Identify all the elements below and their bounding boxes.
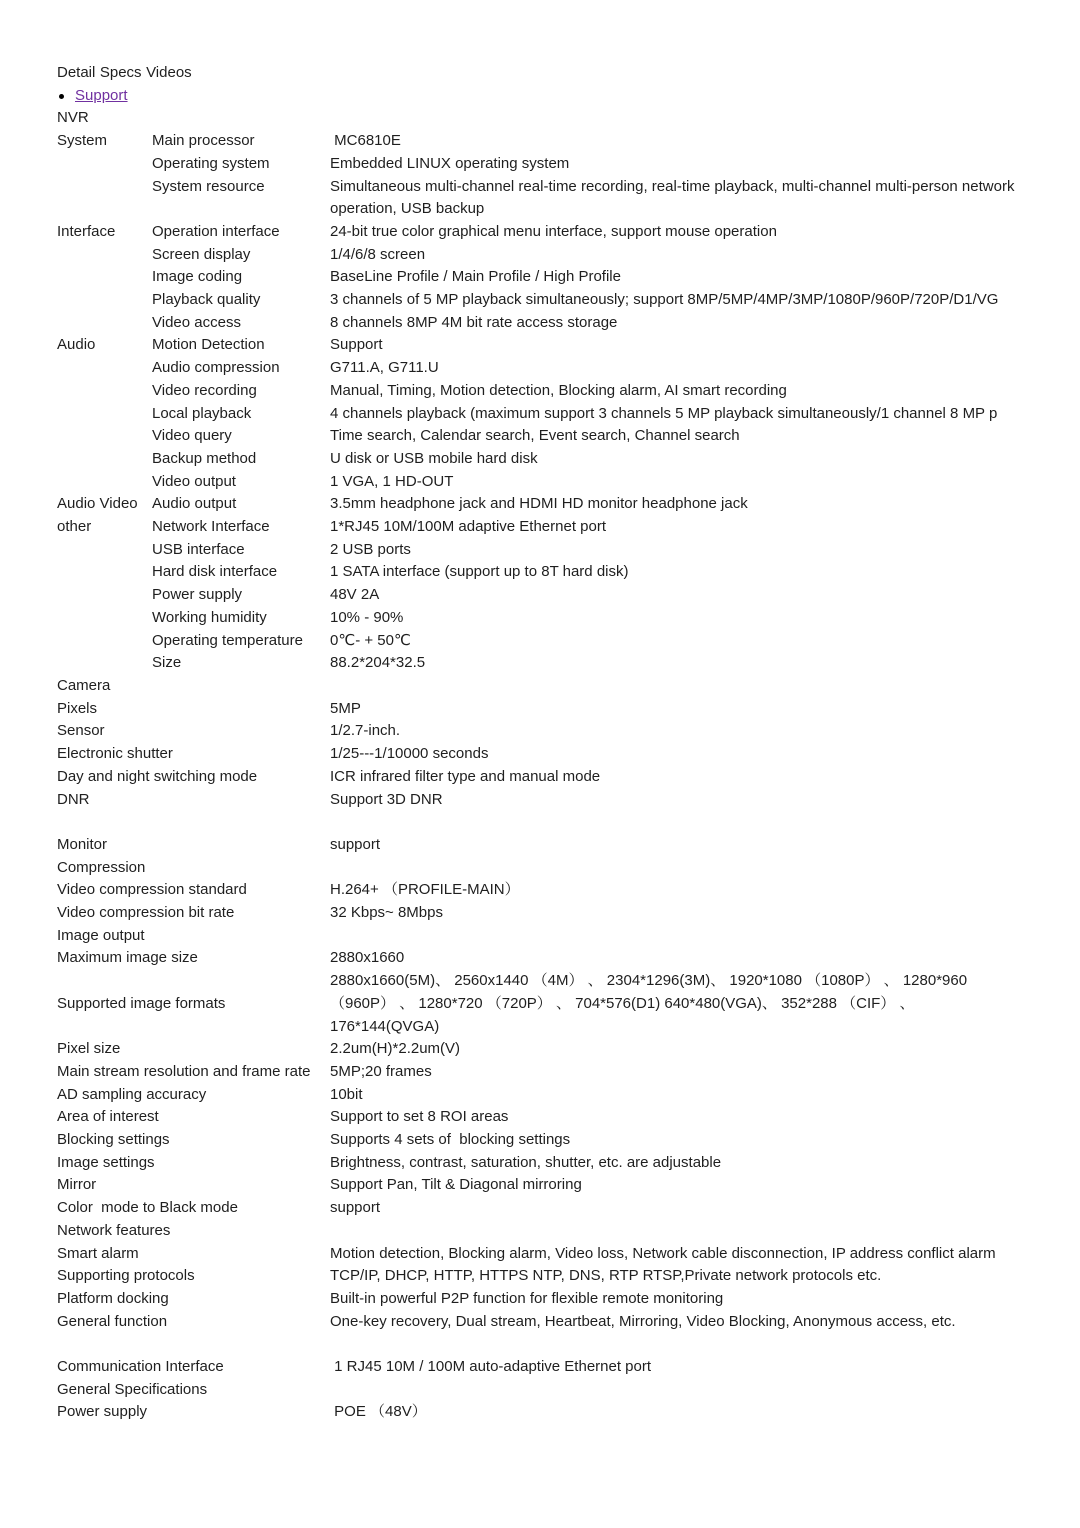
- spec-value: 1/25---1/10000 seconds: [330, 745, 489, 763]
- spec-label: Mirror: [57, 1176, 97, 1194]
- spec-label: Video compression standard: [57, 881, 247, 899]
- spec-value: One-key recovery, Dual stream, Heartbeat, Mirroring, Video Blocking, Anonymous access, etc.: [330, 1312, 956, 1330]
- spec-row: [57, 834, 1023, 857]
- spec-label: Pixels: [57, 699, 98, 717]
- table-row: [57, 493, 1067, 516]
- value-cell: 4 channels playback (maximum support 3 channels 5 MP playback simultaneously/1 channel 8 MP p: [330, 404, 998, 422]
- value-cell: 8 channels 8MP 4M bit rate access storage: [330, 313, 618, 331]
- spec-row: [57, 1220, 1023, 1243]
- spec-row: [57, 1174, 1023, 1197]
- spec-row: [57, 1265, 1023, 1288]
- spec-value: 32 Kbps~ 8Mbps: [330, 904, 443, 921]
- attr-cell: Video recording: [152, 381, 257, 399]
- value-cell: 3.5mm headphone jack and HDMI HD monitor headphone jack: [330, 495, 748, 513]
- spec-row: [57, 789, 1023, 812]
- spec-row: [57, 1311, 1023, 1334]
- value-cell: 1/4/6/8 screen: [330, 245, 426, 263]
- spec-value: ICR infrared filter type and manual mode: [330, 767, 601, 785]
- spec-value: TCP/IP, DHCP, HTTP, HTTPS NTP, DNS, RTP RTSP,Private network protocols etc.: [330, 1267, 882, 1285]
- detail-specs-videos-tabs: [57, 62, 1023, 85]
- spec-row: [57, 1038, 1023, 1061]
- spacer: [57, 811, 1023, 834]
- attr-cell: Playback quality: [152, 291, 261, 309]
- value-cell: 2 USB ports: [330, 540, 411, 558]
- attr-cell: Video output: [152, 472, 236, 490]
- table-row: [57, 221, 1067, 244]
- spec-label: Area of interest: [57, 1108, 159, 1126]
- value-cell: 1 SATA interface (support up to 8T hard disk): [330, 563, 629, 581]
- table-row: [57, 244, 1067, 267]
- table-row: [57, 561, 1067, 584]
- value-cell: Time search, Calendar search, Event search, Channel search: [330, 427, 740, 445]
- value-cell: 24-bit true color graphical menu interface, support mouse operation: [330, 222, 777, 240]
- spec-label: General Specifications: [57, 1380, 208, 1398]
- table-row: [57, 425, 1067, 448]
- spec-value: support: [330, 1199, 381, 1217]
- attr-cell: Backup method: [152, 449, 257, 467]
- table-row: [57, 584, 1067, 607]
- spec-label: Maximum image size: [57, 949, 198, 967]
- spec-value: 1/2.7-inch.: [330, 722, 401, 740]
- spec-value: POE （48V）: [330, 1403, 427, 1421]
- attr-cell: Network Interface: [152, 518, 270, 536]
- spec-label: Color mode to Black mode: [57, 1199, 238, 1217]
- value-cell: MC6810E: [330, 132, 401, 150]
- table-row: [57, 312, 1067, 335]
- attr-cell: Video access: [152, 313, 241, 331]
- spec-row: [57, 857, 1023, 880]
- value-cell: Embedded LINUX operating system: [330, 154, 570, 172]
- spec-label: DNR: [57, 790, 90, 808]
- spec-label: Pixel size: [57, 1040, 121, 1058]
- table-row: [57, 357, 1067, 380]
- spec-row: [57, 1129, 1023, 1152]
- spec-label: Supported image formats: [57, 994, 226, 1012]
- spec-value: Motion detection, Blocking alarm, Video loss, Network cable disconnection, IP address conflict alarm: [330, 1244, 996, 1262]
- value-cell: 1 VGA, 1 HD-OUT: [330, 472, 454, 490]
- attr-cell: System resource: [152, 177, 265, 195]
- spec-row: [57, 925, 1023, 948]
- spec-row: [57, 675, 1023, 698]
- spacer: [57, 1333, 1023, 1356]
- attr-cell: Operation interface: [152, 222, 280, 240]
- spec-value: 10bit: [330, 1085, 363, 1103]
- spec-label: Platform docking: [57, 1289, 169, 1307]
- spec-row: [57, 970, 1023, 1038]
- attr-cell: Power supply: [152, 586, 243, 604]
- spec-value: 2880x1660: [330, 949, 405, 967]
- spec-label: Smart alarm: [57, 1244, 139, 1262]
- spec-label: Image output: [57, 926, 145, 944]
- attr-cell: Screen display: [152, 245, 251, 263]
- spec-label: Blocking settings: [57, 1131, 170, 1149]
- spec-row: [57, 720, 1023, 743]
- value-cell: 1*RJ45 10M/100M adaptive Ethernet port: [330, 518, 606, 536]
- spec-value: 5MP;20 frames: [330, 1062, 432, 1080]
- attr-cell: Working humidity: [152, 608, 267, 626]
- category-cell-empty: [57, 403, 152, 494]
- spec-label: Sensor: [57, 722, 105, 740]
- tab-specs[interactable]: Specs: [99, 64, 142, 81]
- spec-row: [57, 1061, 1023, 1084]
- spec-row: [57, 902, 1023, 925]
- tab-videos[interactable]: Videos: [146, 64, 192, 81]
- spec-label: Supporting protocols: [57, 1267, 195, 1285]
- spec-label: Compression: [57, 858, 146, 876]
- category-cell-audio: Audio: [57, 336, 96, 354]
- table-row: [57, 471, 1067, 494]
- spec-row: [57, 766, 1023, 789]
- value-cell: 48V 2A: [330, 586, 380, 604]
- table-row: [57, 448, 1067, 471]
- spec-label: Main stream resolution and frame rate: [57, 1062, 311, 1080]
- spec-value: Support 3D DNR: [330, 790, 443, 808]
- spec-label: Image settings: [57, 1153, 155, 1171]
- attr-cell: Operating temperature: [152, 631, 303, 649]
- spec-row: [57, 1243, 1023, 1266]
- attr-cell: Motion Detection: [152, 336, 265, 354]
- attr-cell: Image coding: [152, 268, 243, 286]
- attr-cell: Local playback: [152, 404, 252, 422]
- spec-label: Camera: [57, 676, 111, 694]
- spec-row: [57, 1197, 1023, 1220]
- spec-value: Brightness, contrast, saturation, shutter, etc. are adjustable: [330, 1153, 722, 1171]
- spec-row: [57, 1379, 1023, 1402]
- value-cell: U disk or USB mobile hard disk: [330, 449, 538, 467]
- table-row: [57, 607, 1067, 630]
- spec-value: support: [330, 835, 381, 853]
- value-cell: 0℃- + 50℃: [330, 631, 411, 649]
- spec-row: [57, 1084, 1023, 1107]
- spec-value: Support Pan, Tilt & Diagonal mirroring: [330, 1176, 582, 1194]
- support-bullet-item: [57, 85, 1023, 108]
- spec-value: H.264+ （PROFILE-MAIN）: [330, 881, 520, 899]
- spec-row: [57, 743, 1023, 766]
- table-row: [57, 630, 1067, 653]
- value-cell: 10% - 90%: [330, 608, 404, 626]
- table-row: [57, 652, 1067, 675]
- value-cell: 3 channels of 5 MP playback simultaneously; support 8MP/5MP/4MP/3MP/1080P/960P/720P/D1/VG: [330, 291, 999, 309]
- table-row: [57, 176, 1067, 221]
- spec-value: 2880x1660(5M)、 2560x1440 （4M） 、 2304*1296(3M)、 1920*1080 （1080P） 、 1280*960 （960P） 、 1280*720 （720P） 、 704*576(D1) 640*480(VGA)、 352*288 （CIF） 、 176*144(QVGA): [330, 972, 972, 1035]
- table-row: [57, 289, 1067, 312]
- value-cell: 88.2*204*32.5: [330, 654, 426, 672]
- spec-label: Video compression bit rate: [57, 904, 235, 921]
- spec-label: Communication Interface: [57, 1358, 224, 1376]
- value-cell: Manual, Timing, Motion detection, Blocking alarm, AI smart recording: [330, 381, 787, 399]
- spec-value: Supports 4 sets of blocking settings: [330, 1131, 571, 1149]
- table-row: [57, 403, 1067, 426]
- spec-row: [57, 1401, 1023, 1424]
- nvr-heading: NVR: [57, 109, 89, 127]
- category-cell-system: System: [57, 132, 108, 150]
- spec-value: 5MP: [330, 699, 361, 717]
- spec-value: 2.2um(H)*2.2um(V): [330, 1040, 461, 1058]
- spec-row: [57, 1106, 1023, 1129]
- attr-cell: Size: [152, 654, 182, 672]
- spec-label: Network features: [57, 1221, 171, 1239]
- spec-label: Power supply: [57, 1403, 148, 1421]
- spec-label: Day and night switching mode: [57, 767, 258, 785]
- spec-value: 1 RJ45 10M / 100M auto-adaptive Ethernet port: [330, 1358, 652, 1376]
- spec-row: [57, 947, 1023, 970]
- table-row: [57, 539, 1067, 562]
- spec-row: [57, 1288, 1023, 1311]
- attr-cell: Hard disk interface: [152, 563, 278, 581]
- spec-label: General function: [57, 1312, 168, 1330]
- attr-cell: Video query: [152, 427, 232, 445]
- spec-value: Built-in powerful P2P function for flexible remote monitoring: [330, 1289, 724, 1307]
- value-cell: Support: [330, 336, 383, 354]
- table-row: [57, 266, 1067, 289]
- attr-cell: Operating system: [152, 154, 270, 172]
- category-cell-audio-video-other: Audio Video other: [57, 495, 142, 536]
- table-row: [57, 153, 1067, 176]
- value-cell: BaseLine Profile / Main Profile / High Profile: [330, 268, 621, 286]
- spec-row: [57, 698, 1023, 721]
- attr-cell: Audio output: [152, 495, 237, 513]
- value-cell: Simultaneous multi-channel real-time recording, real-time playback, multi-channel multi-person network operation, USB backup: [330, 177, 1019, 218]
- spec-label: Monitor: [57, 835, 108, 853]
- table-row: [57, 380, 1067, 403]
- attr-cell: USB interface: [152, 540, 245, 558]
- spec-row: [57, 1356, 1023, 1379]
- nvr-spec-table: [57, 130, 1067, 675]
- table-row: [57, 334, 1067, 357]
- attr-cell: Audio compression: [152, 359, 280, 377]
- spec-row: [57, 879, 1023, 902]
- support-link[interactable]: Support: [75, 86, 128, 104]
- table-row: [57, 130, 1067, 153]
- category-cell-interface: Interface: [57, 222, 116, 240]
- attr-cell: Main processor: [152, 132, 255, 150]
- spec-label: AD sampling accuracy: [57, 1085, 207, 1103]
- spec-value: Support to set 8 ROI areas: [330, 1108, 509, 1126]
- spec-label: Electronic shutter: [57, 745, 173, 763]
- spec-row: [57, 1152, 1023, 1175]
- tab-detail[interactable]: Detail: [57, 64, 96, 81]
- table-row: [57, 516, 1067, 539]
- bullet-icon: [59, 94, 64, 99]
- value-cell: G711.A, G711.U: [330, 359, 439, 377]
